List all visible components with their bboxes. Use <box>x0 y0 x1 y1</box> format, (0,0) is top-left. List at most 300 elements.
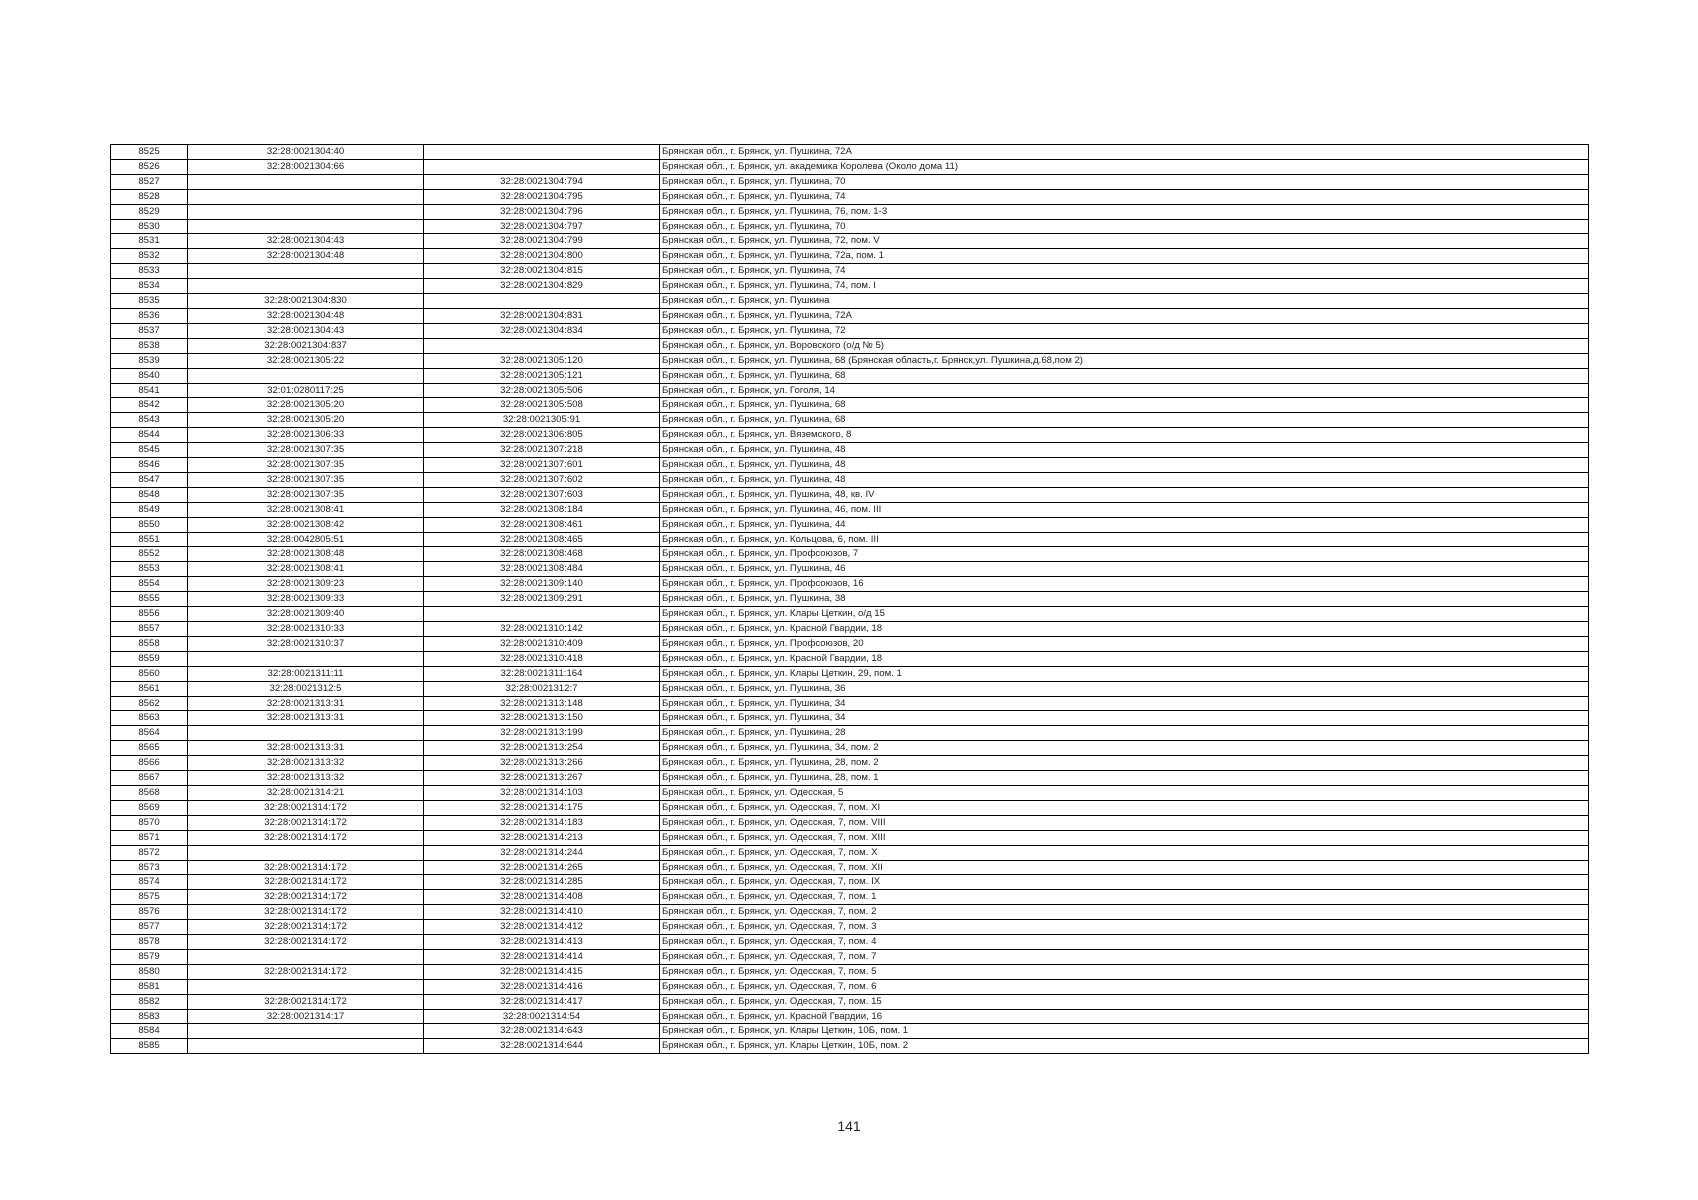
object-cadastral-number-cell: 32:28:0021308:468 <box>424 547 660 562</box>
land-cadastral-number-cell: 32:28:0021314:172 <box>188 935 424 950</box>
object-cadastral-number-cell: 32:28:0021314:413 <box>424 935 660 950</box>
table-row <box>111 651 1589 666</box>
object-cadastral-number-cell: 32:28:0021310:142 <box>424 622 660 637</box>
address-cell: Брянская обл., г. Брянск, ул. Профсоюзов, 20 <box>660 636 1589 651</box>
address-cell: Брянская обл., г. Брянск, ул. Одесская, 7, пом. 7 <box>660 949 1589 964</box>
address-cell: Брянская обл., г. Брянск, ул. Пушкина, 34 <box>660 696 1589 711</box>
address-cell: Брянская обл., г. Брянск, ул. Одесская, 7, пом. 5 <box>660 964 1589 979</box>
table-row <box>111 905 1589 920</box>
land-cadastral-number-cell: 32:28:0021314:172 <box>188 964 424 979</box>
address-cell: Брянская обл., г. Брянск, ул. Красной Гвардии, 16 <box>660 1009 1589 1024</box>
object-cadastral-number-cell: 32:28:0021309:291 <box>424 592 660 607</box>
land-cadastral-number-cell <box>188 949 424 964</box>
row-number-cell: 8552 <box>111 547 188 562</box>
land-cadastral-number-cell: 32:28:0021310:33 <box>188 622 424 637</box>
object-cadastral-number-cell: 32:28:0021314:414 <box>424 949 660 964</box>
row-number-cell: 8533 <box>111 264 188 279</box>
land-cadastral-number-cell: 32:28:0021313:31 <box>188 711 424 726</box>
address-cell: Брянская обл., г. Брянск, ул. Пушкина, 68 <box>660 368 1589 383</box>
land-cadastral-number-cell: 32:28:0021308:41 <box>188 502 424 517</box>
table-row <box>111 472 1589 487</box>
table-row <box>111 860 1589 875</box>
object-cadastral-number-cell: 32:28:0021314:183 <box>424 815 660 830</box>
land-cadastral-number-cell: 32:28:0021314:172 <box>188 994 424 1009</box>
object-cadastral-number-cell: 32:28:0021304:797 <box>424 219 660 234</box>
row-number-cell: 8532 <box>111 249 188 264</box>
table-row <box>111 189 1589 204</box>
row-number-cell: 8554 <box>111 577 188 592</box>
address-cell: Брянская обл., г. Брянск, ул. Одесская, 7, пом. 4 <box>660 935 1589 950</box>
land-cadastral-number-cell: 32:28:0021309:40 <box>188 607 424 622</box>
land-cadastral-number-cell: 32:28:0021309:33 <box>188 592 424 607</box>
object-cadastral-number-cell: 32:28:0021308:484 <box>424 562 660 577</box>
land-cadastral-number-cell <box>188 279 424 294</box>
land-cadastral-number-cell: 32:28:0021308:42 <box>188 517 424 532</box>
land-cadastral-number-cell: 32:28:0021307:35 <box>188 472 424 487</box>
row-number-cell: 8581 <box>111 979 188 994</box>
object-cadastral-number-cell: 32:28:0021305:506 <box>424 383 660 398</box>
table-row <box>111 800 1589 815</box>
object-cadastral-number-cell: 32:28:0021314:643 <box>424 1024 660 1039</box>
registry-table <box>110 144 1589 1054</box>
row-number-cell: 8579 <box>111 949 188 964</box>
table-row <box>111 249 1589 264</box>
land-cadastral-number-cell <box>188 651 424 666</box>
table-row <box>111 696 1589 711</box>
land-cadastral-number-cell <box>188 845 424 860</box>
object-cadastral-number-cell <box>424 607 660 622</box>
address-cell: Брянская обл., г. Брянск, ул. Пушкина, 36 <box>660 681 1589 696</box>
row-number-cell: 8548 <box>111 487 188 502</box>
land-cadastral-number-cell <box>188 726 424 741</box>
table-row <box>111 145 1589 160</box>
address-cell: Брянская обл., г. Брянск, ул. Пушкина, 28, пом. 2 <box>660 756 1589 771</box>
land-cadastral-number-cell: 32:28:0021314:172 <box>188 890 424 905</box>
object-cadastral-number-cell <box>424 145 660 160</box>
row-number-cell: 8571 <box>111 830 188 845</box>
land-cadastral-number-cell: 32:28:0021304:40 <box>188 145 424 160</box>
land-cadastral-number-cell <box>188 219 424 234</box>
table-row <box>111 845 1589 860</box>
address-cell: Брянская обл., г. Брянск, ул. Одесская, 7, пом. XI <box>660 800 1589 815</box>
object-cadastral-number-cell <box>424 338 660 353</box>
object-cadastral-number-cell: 32:28:0021314:213 <box>424 830 660 845</box>
land-cadastral-number-cell: 32:28:0021314:172 <box>188 875 424 890</box>
registry-table-body <box>111 145 1589 1054</box>
address-cell: Брянская обл., г. Брянск, ул. Профсоюзов, 7 <box>660 547 1589 562</box>
object-cadastral-number-cell: 32:28:0021305:121 <box>424 368 660 383</box>
table-row <box>111 979 1589 994</box>
land-cadastral-number-cell <box>188 264 424 279</box>
land-cadastral-number-cell <box>188 189 424 204</box>
address-cell: Брянская обл., г. Брянск, ул. Пушкина, 38 <box>660 592 1589 607</box>
table-row <box>111 264 1589 279</box>
table-row <box>111 413 1589 428</box>
object-cadastral-number-cell: 32:28:0021314:416 <box>424 979 660 994</box>
address-cell: Брянская обл., г. Брянск, ул. Пушкина, 72 <box>660 323 1589 338</box>
land-cadastral-number-cell: 32:28:0021308:48 <box>188 547 424 562</box>
object-cadastral-number-cell: 32:28:0021312:7 <box>424 681 660 696</box>
land-cadastral-number-cell: 32:28:0021312:5 <box>188 681 424 696</box>
row-number-cell: 8560 <box>111 666 188 681</box>
object-cadastral-number-cell: 32:28:0021308:465 <box>424 532 660 547</box>
address-cell: Брянская обл., г. Брянск, ул. Пушкина, 72, пом. V <box>660 234 1589 249</box>
object-cadastral-number-cell: 32:28:0021313:266 <box>424 756 660 771</box>
land-cadastral-number-cell: 32:28:0021314:172 <box>188 815 424 830</box>
row-number-cell: 8558 <box>111 636 188 651</box>
table-row <box>111 681 1589 696</box>
table-row <box>111 517 1589 532</box>
object-cadastral-number-cell: 32:28:0021307:218 <box>424 443 660 458</box>
row-number-cell: 8585 <box>111 1039 188 1054</box>
land-cadastral-number-cell: 32:28:0021309:23 <box>188 577 424 592</box>
table-row <box>111 890 1589 905</box>
table-row <box>111 771 1589 786</box>
row-number-cell: 8578 <box>111 935 188 950</box>
object-cadastral-number-cell: 32:28:0021305:508 <box>424 398 660 413</box>
address-cell: Брянская обл., г. Брянск, ул. Пушкина, 76, пом. 1-3 <box>660 204 1589 219</box>
object-cadastral-number-cell: 32:28:0021304:796 <box>424 204 660 219</box>
row-number-cell: 8545 <box>111 443 188 458</box>
row-number-cell: 8574 <box>111 875 188 890</box>
object-cadastral-number-cell <box>424 294 660 309</box>
table-row <box>111 174 1589 189</box>
address-cell: Брянская обл., г. Брянск, ул. Одесская, 7, пом. 15 <box>660 994 1589 1009</box>
table-row <box>111 458 1589 473</box>
table-row <box>111 815 1589 830</box>
table-row <box>111 294 1589 309</box>
table-row <box>111 622 1589 637</box>
address-cell: Брянская обл., г. Брянск, ул. Красной Гвардии, 18 <box>660 651 1589 666</box>
address-cell: Брянская обл., г. Брянск, ул. Одесская, 7, пом. VIII <box>660 815 1589 830</box>
row-number-cell: 8546 <box>111 458 188 473</box>
address-cell: Брянская обл., г. Брянск, ул. Пушкина, 28 <box>660 726 1589 741</box>
object-cadastral-number-cell: 32:28:0021306:805 <box>424 428 660 443</box>
address-cell: Брянская обл., г. Брянск, ул. Кольцова, 6, пом. III <box>660 532 1589 547</box>
row-number-cell: 8543 <box>111 413 188 428</box>
address-cell: Брянская обл., г. Брянск, ул. Пушкина, 48 <box>660 472 1589 487</box>
row-number-cell: 8563 <box>111 711 188 726</box>
address-cell: Брянская обл., г. Брянск, ул. Пушкина, 46, пом. III <box>660 502 1589 517</box>
row-number-cell: 8577 <box>111 920 188 935</box>
row-number-cell: 8535 <box>111 294 188 309</box>
object-cadastral-number-cell: 32:28:0021314:417 <box>424 994 660 1009</box>
table-row <box>111 636 1589 651</box>
address-cell: Брянская обл., г. Брянск, ул. Пушкина, 74, пом. I <box>660 279 1589 294</box>
address-cell: Брянская обл., г. Брянск, ул. Красной Гвардии, 18 <box>660 622 1589 637</box>
land-cadastral-number-cell: 32:28:0021304:830 <box>188 294 424 309</box>
object-cadastral-number-cell: 32:28:0021304:815 <box>424 264 660 279</box>
object-cadastral-number-cell: 32:28:0021314:285 <box>424 875 660 890</box>
land-cadastral-number-cell: 32:28:0021304:66 <box>188 159 424 174</box>
address-cell: Брянская обл., г. Брянск, ул. Клары Цеткин, 29, пом. 1 <box>660 666 1589 681</box>
table-row <box>111 502 1589 517</box>
address-cell: Брянская обл., г. Брянск, ул. Пушкина, 72А <box>660 145 1589 160</box>
land-cadastral-number-cell <box>188 204 424 219</box>
row-number-cell: 8583 <box>111 1009 188 1024</box>
address-cell: Брянская обл., г. Брянск, ул. Клары Цеткин, о/д 15 <box>660 607 1589 622</box>
object-cadastral-number-cell: 32:28:0021314:265 <box>424 860 660 875</box>
row-number-cell: 8575 <box>111 890 188 905</box>
row-number-cell: 8556 <box>111 607 188 622</box>
table-row <box>111 368 1589 383</box>
row-number-cell: 8551 <box>111 532 188 547</box>
table-row <box>111 398 1589 413</box>
address-cell: Брянская обл., г. Брянск, ул. Пушкина, 48 <box>660 443 1589 458</box>
land-cadastral-number-cell: 32:28:0021314:172 <box>188 905 424 920</box>
land-cadastral-number-cell <box>188 368 424 383</box>
land-cadastral-number-cell <box>188 1024 424 1039</box>
table-row <box>111 338 1589 353</box>
address-cell: Брянская обл., г. Брянск, ул. Пушкина, 72а, пом. 1 <box>660 249 1589 264</box>
table-row <box>111 935 1589 950</box>
page-number: 141 <box>837 1118 861 1134</box>
row-number-cell: 8527 <box>111 174 188 189</box>
table-row <box>111 353 1589 368</box>
table-row <box>111 666 1589 681</box>
table-row <box>111 592 1589 607</box>
object-cadastral-number-cell: 32:28:0021313:199 <box>424 726 660 741</box>
address-cell: Брянская обл., г. Брянск, ул. Одесская, 7, пом. 1 <box>660 890 1589 905</box>
address-cell: Брянская обл., г. Брянск, ул. Пушкина, 70 <box>660 174 1589 189</box>
row-number-cell: 8573 <box>111 860 188 875</box>
land-cadastral-number-cell: 32:28:0021314:172 <box>188 860 424 875</box>
address-cell: Брянская обл., г. Брянск, ул. академика Королева (Около дома 11) <box>660 159 1589 174</box>
row-number-cell: 8539 <box>111 353 188 368</box>
object-cadastral-number-cell: 32:28:0021304:800 <box>424 249 660 264</box>
table-row <box>111 547 1589 562</box>
table-row <box>111 204 1589 219</box>
row-number-cell: 8528 <box>111 189 188 204</box>
address-cell: Брянская обл., г. Брянск, ул. Клары Цеткин, 10Б, пом. 2 <box>660 1039 1589 1054</box>
land-cadastral-number-cell: 32:28:0021314:172 <box>188 920 424 935</box>
land-cadastral-number-cell: 32:28:0021305:20 <box>188 398 424 413</box>
object-cadastral-number-cell: 32:28:0021304:834 <box>424 323 660 338</box>
row-number-cell: 8526 <box>111 159 188 174</box>
object-cadastral-number-cell: 32:28:0021304:829 <box>424 279 660 294</box>
table-row <box>111 726 1589 741</box>
table-row <box>111 607 1589 622</box>
address-cell: Брянская обл., г. Брянск, ул. Пушкина, 34, пом. 2 <box>660 741 1589 756</box>
row-number-cell: 8572 <box>111 845 188 860</box>
address-cell: Брянская обл., г. Брянск, ул. Пушкина, 48 <box>660 458 1589 473</box>
row-number-cell: 8570 <box>111 815 188 830</box>
address-cell: Брянская обл., г. Брянск, ул. Пушкина, 72А <box>660 308 1589 323</box>
address-cell: Брянская обл., г. Брянск, ул. Одесская, 7, пом. IX <box>660 875 1589 890</box>
row-number-cell: 8582 <box>111 994 188 1009</box>
address-cell: Брянская обл., г. Брянск, ул. Пушкина, 46 <box>660 562 1589 577</box>
row-number-cell: 8580 <box>111 964 188 979</box>
object-cadastral-number-cell <box>424 159 660 174</box>
table-row <box>111 159 1589 174</box>
land-cadastral-number-cell: 32:01:0280117:25 <box>188 383 424 398</box>
land-cadastral-number-cell: 32:28:0021304:43 <box>188 323 424 338</box>
row-number-cell: 8537 <box>111 323 188 338</box>
row-number-cell: 8547 <box>111 472 188 487</box>
land-cadastral-number-cell: 32:28:0021305:20 <box>188 413 424 428</box>
address-cell: Брянская обл., г. Брянск, ул. Пушкина, 70 <box>660 219 1589 234</box>
row-number-cell: 8538 <box>111 338 188 353</box>
address-cell: Брянская обл., г. Брянск, ул. Пушкина <box>660 294 1589 309</box>
address-cell: Брянская обл., г. Брянск, ул. Пушкина, 74 <box>660 189 1589 204</box>
land-cadastral-number-cell: 32:28:0021305:22 <box>188 353 424 368</box>
land-cadastral-number-cell: 32:28:0021313:32 <box>188 771 424 786</box>
row-number-cell: 8536 <box>111 308 188 323</box>
row-number-cell: 8541 <box>111 383 188 398</box>
land-cadastral-number-cell: 32:28:0021314:21 <box>188 785 424 800</box>
address-cell: Брянская обл., г. Брянск, ул. Пушкина, 68 <box>660 398 1589 413</box>
row-number-cell: 8565 <box>111 741 188 756</box>
row-number-cell: 8544 <box>111 428 188 443</box>
object-cadastral-number-cell: 32:28:0021307:603 <box>424 487 660 502</box>
land-cadastral-number-cell: 32:28:0021314:17 <box>188 1009 424 1024</box>
row-number-cell: 8542 <box>111 398 188 413</box>
row-number-cell: 8531 <box>111 234 188 249</box>
address-cell: Брянская обл., г. Брянск, ул. Вяземского, 8 <box>660 428 1589 443</box>
land-cadastral-number-cell: 32:28:0021304:48 <box>188 249 424 264</box>
table-row <box>111 711 1589 726</box>
table-row <box>111 532 1589 547</box>
row-number-cell: 8530 <box>111 219 188 234</box>
table-row <box>111 323 1589 338</box>
row-number-cell: 8561 <box>111 681 188 696</box>
address-cell: Брянская обл., г. Брянск, ул. Пушкина, 68 <box>660 413 1589 428</box>
land-cadastral-number-cell <box>188 174 424 189</box>
address-cell: Брянская обл., г. Брянск, ул. Одесская, 7, пом. 2 <box>660 905 1589 920</box>
table-row <box>111 487 1589 502</box>
object-cadastral-number-cell: 32:28:0021304:799 <box>424 234 660 249</box>
row-number-cell: 8568 <box>111 785 188 800</box>
table-row <box>111 234 1589 249</box>
row-number-cell: 8550 <box>111 517 188 532</box>
object-cadastral-number-cell: 32:28:0021314:644 <box>424 1039 660 1054</box>
land-cadastral-number-cell: 32:28:0021308:41 <box>188 562 424 577</box>
address-cell: Брянская обл., г. Брянск, ул. Одесская, 5 <box>660 785 1589 800</box>
land-cadastral-number-cell: 32:28:0021314:172 <box>188 830 424 845</box>
table-row <box>111 1039 1589 1054</box>
table-row <box>111 994 1589 1009</box>
table-row <box>111 830 1589 845</box>
table-row <box>111 964 1589 979</box>
address-cell: Брянская обл., г. Брянск, ул. Пушкина, 68 (Брянская область,г. Брянск,ул. Пушкина,д.68,пом 2) <box>660 353 1589 368</box>
object-cadastral-number-cell: 32:28:0021314:410 <box>424 905 660 920</box>
object-cadastral-number-cell: 32:28:0021308:184 <box>424 502 660 517</box>
object-cadastral-number-cell: 32:28:0021314:175 <box>424 800 660 815</box>
row-number-cell: 8562 <box>111 696 188 711</box>
table-row <box>111 875 1589 890</box>
object-cadastral-number-cell: 32:28:0021308:461 <box>424 517 660 532</box>
address-cell: Брянская обл., г. Брянск, ул. Пушкина, 44 <box>660 517 1589 532</box>
land-cadastral-number-cell: 32:28:0021304:43 <box>188 234 424 249</box>
object-cadastral-number-cell: 32:28:0021305:91 <box>424 413 660 428</box>
object-cadastral-number-cell: 32:28:0021305:120 <box>424 353 660 368</box>
address-cell: Брянская обл., г. Брянск, ул. Пушкина, 74 <box>660 264 1589 279</box>
table-row <box>111 1009 1589 1024</box>
table-row <box>111 443 1589 458</box>
address-cell: Брянская обл., г. Брянск, ул. Одесская, 7, пом. X <box>660 845 1589 860</box>
land-cadastral-number-cell: 32:28:0021304:837 <box>188 338 424 353</box>
land-cadastral-number-cell: 32:28:0021311:11 <box>188 666 424 681</box>
table-row <box>111 562 1589 577</box>
row-number-cell: 8557 <box>111 622 188 637</box>
object-cadastral-number-cell: 32:28:0021311:164 <box>424 666 660 681</box>
object-cadastral-number-cell: 32:28:0021304:831 <box>424 308 660 323</box>
row-number-cell: 8540 <box>111 368 188 383</box>
table-row <box>111 949 1589 964</box>
land-cadastral-number-cell: 32:28:0021304:48 <box>188 308 424 323</box>
object-cadastral-number-cell: 32:28:0021304:794 <box>424 174 660 189</box>
object-cadastral-number-cell: 32:28:0021313:254 <box>424 741 660 756</box>
object-cadastral-number-cell: 32:28:0021313:267 <box>424 771 660 786</box>
land-cadastral-number-cell: 32:28:0042805:51 <box>188 532 424 547</box>
object-cadastral-number-cell: 32:28:0021314:103 <box>424 785 660 800</box>
address-cell: Брянская обл., г. Брянск, ул. Клары Цеткин, 10Б, пом. 1 <box>660 1024 1589 1039</box>
land-cadastral-number-cell <box>188 1039 424 1054</box>
row-number-cell: 8564 <box>111 726 188 741</box>
address-cell: Брянская обл., г. Брянск, ул. Одесская, 7, пом. XIII <box>660 830 1589 845</box>
row-number-cell: 8567 <box>111 771 188 786</box>
object-cadastral-number-cell: 32:28:0021307:601 <box>424 458 660 473</box>
table-row <box>111 741 1589 756</box>
land-cadastral-number-cell: 32:28:0021307:35 <box>188 458 424 473</box>
row-number-cell: 8559 <box>111 651 188 666</box>
row-number-cell: 8584 <box>111 1024 188 1039</box>
land-cadastral-number-cell: 32:28:0021307:35 <box>188 443 424 458</box>
object-cadastral-number-cell: 32:28:0021314:244 <box>424 845 660 860</box>
address-cell: Брянская обл., г. Брянск, ул. Гоголя, 14 <box>660 383 1589 398</box>
row-number-cell: 8553 <box>111 562 188 577</box>
row-number-cell: 8534 <box>111 279 188 294</box>
address-cell: Брянская обл., г. Брянск, ул. Одесская, 7, пом. XII <box>660 860 1589 875</box>
land-cadastral-number-cell: 32:28:0021310:37 <box>188 636 424 651</box>
row-number-cell: 8566 <box>111 756 188 771</box>
land-cadastral-number-cell: 32:28:0021313:31 <box>188 741 424 756</box>
land-cadastral-number-cell: 32:28:0021307:35 <box>188 487 424 502</box>
table-row <box>111 308 1589 323</box>
address-cell: Брянская обл., г. Брянск, ул. Воровского (о/д № 5) <box>660 338 1589 353</box>
row-number-cell: 8555 <box>111 592 188 607</box>
address-cell: Брянская обл., г. Брянск, ул. Профсоюзов, 16 <box>660 577 1589 592</box>
table-row <box>111 279 1589 294</box>
land-cadastral-number-cell: 32:28:0021313:31 <box>188 696 424 711</box>
land-cadastral-number-cell <box>188 979 424 994</box>
row-number-cell: 8529 <box>111 204 188 219</box>
object-cadastral-number-cell: 32:28:0021313:148 <box>424 696 660 711</box>
object-cadastral-number-cell: 32:28:0021310:418 <box>424 651 660 666</box>
address-cell: Брянская обл., г. Брянск, ул. Пушкина, 28, пом. 1 <box>660 771 1589 786</box>
address-cell: Брянская обл., г. Брянск, ул. Пушкина, 48, кв. IV <box>660 487 1589 502</box>
table-row <box>111 428 1589 443</box>
table-row <box>111 383 1589 398</box>
row-number-cell: 8549 <box>111 502 188 517</box>
table-row <box>111 756 1589 771</box>
table-row <box>111 920 1589 935</box>
object-cadastral-number-cell: 32:28:0021314:54 <box>424 1009 660 1024</box>
table-row <box>111 785 1589 800</box>
row-number-cell: 8525 <box>111 145 188 160</box>
object-cadastral-number-cell: 32:28:0021307:602 <box>424 472 660 487</box>
object-cadastral-number-cell: 32:28:0021314:412 <box>424 920 660 935</box>
address-cell: Брянская обл., г. Брянск, ул. Пушкина, 34 <box>660 711 1589 726</box>
land-cadastral-number-cell: 32:28:0021314:172 <box>188 800 424 815</box>
object-cadastral-number-cell: 32:28:0021313:150 <box>424 711 660 726</box>
row-number-cell: 8569 <box>111 800 188 815</box>
land-cadastral-number-cell: 32:28:0021313:32 <box>188 756 424 771</box>
address-cell: Брянская обл., г. Брянск, ул. Одесская, 7, пом. 6 <box>660 979 1589 994</box>
table-row <box>111 1024 1589 1039</box>
object-cadastral-number-cell: 32:28:0021314:408 <box>424 890 660 905</box>
object-cadastral-number-cell: 32:28:0021310:409 <box>424 636 660 651</box>
